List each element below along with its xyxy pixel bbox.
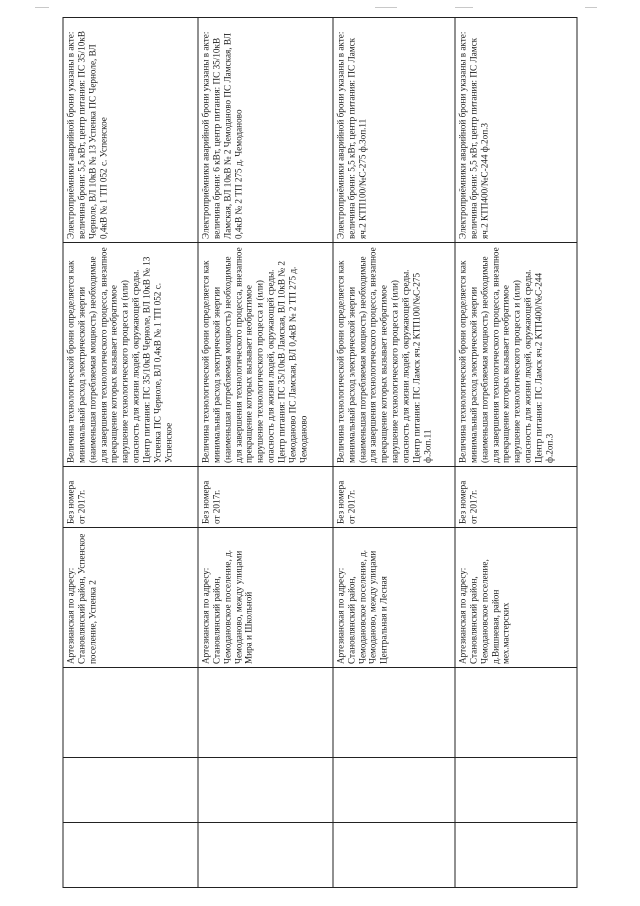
empty-cell [63, 668, 198, 758]
tech-reserve-cell: Величина технологической брони определяется как минимальный расход электрической энергии (наименьшая потребляемая мощность) необходимые для завершения технологического процесса, внезапное прекращение которых вызывает необратимое нарушение технологического процесса и (или) опасность для жизни людей, окружающей среды. Центр питания: ПС 35/10кВ Ламская, ВЛ 10кВ № 2 Чемоданово ПС Ламская, ВЛ 0,4кВ № 2 ТП 275 д. Чемоданово [198, 243, 333, 467]
object-address-cell: Артезианская по адресу: Становлянский район, Успенское поселение, Успенка 2 [63, 528, 198, 668]
empty-cell [455, 668, 577, 758]
empty-cell [455, 823, 577, 888]
emergency-reserve-cell: Электроприёмники аварийной брони указаны в акте: величина брони: 5,5 кВт, центр питания: ПС 35/10кВ Черноле, ВЛ 10кВ № 13 Успенка ПС Черноле, ВЛ 0,4кВ № 1 ТП 052 с. Успенское [63, 18, 198, 243]
act-number-cell: Без номера от 2017г. [63, 467, 198, 528]
scan-speck [585, 7, 597, 8]
object-address-cell: Артезианская по адресу: Становлянский район, Чемодановское поселение, д. Чемоданово, между улицами Мира и Школьной [198, 528, 333, 668]
empty-cell [198, 823, 333, 888]
empty-cell [333, 668, 455, 758]
table-row [455, 18, 577, 888]
empty-cell [333, 758, 455, 823]
empty-cell [333, 823, 455, 888]
empty-cell [198, 668, 333, 758]
empty-cell [63, 758, 198, 823]
object-address-cell: Артезианская по адресу: Становлянский район, Чемодановское поселение, д. Чемоданово, между улицами Центральная и Лесная [333, 528, 455, 668]
object-address-cell: Артезианская по адресу: Становлянский район, Чемодановское поселение, д.Вишневая, район мех.мастерских [455, 528, 577, 668]
act-number-cell: Без номера от 2017г. [198, 467, 333, 528]
empty-cell [455, 758, 577, 823]
rotated-table-holder [63, 18, 578, 888]
act-number-cell: Без номера от 2017г. [455, 467, 577, 528]
tech-reserve-cell: Величина технологической брони определяется как минимальный расход электрической энергии (наименьшая потребляемая мощность) необходимые для завершения технологического процесса, внезапное прекращение которых вызывает необратимое нарушение технологического процесса и (или) опасность для жизни людей, окружающей среды. Центр питания: ПС 35/10кВ Черноле, ВЛ 10кВ № 13 Успенка ПС Черноле, ВЛ 0,4кВ № 1 ТП 052 с. Успенское [63, 243, 198, 467]
scan-speck [35, 7, 49, 8]
table-row [333, 18, 455, 888]
emergency-reserve-cell: Электроприёмники аварийной брони указаны в акте: величина брони: 5,5 кВт, центр питания: ПС Ламск яч.2 КТП100/№С-275 ф.3оп.11 [333, 18, 455, 243]
table-row [198, 18, 333, 888]
tech-reserve-cell: Величина технологической брони определяется как минимальный расход электрической энергии (наименьшая потребляемая мощность) необходимые для завершения технологического процесса, внезапное прекращение которых вызывает необратимое нарушение технологического процесса и (или) опасность для жизни людей, окружающей среды. Центр питания: ПС Ламск яч.2 КТП400/№С-244 ф.2оп.3 [455, 243, 577, 467]
empty-cell [63, 823, 198, 888]
scan-speck [455, 7, 473, 8]
reservation-table [63, 17, 578, 888]
tech-reserve-cell: Величина технологической брони определяется как минимальный расход электрической энергии (наименьшая потребляемая мощность) необходимые для завершения технологического процесса, внезапное прекращение которых вызывает необратимое нарушение технологического процесса и (или) опасность для жизни людей, окружающей среды. Центр питания: ПС Ламск яч.2 КТП100/№С-275 ф.3оп.11 [333, 243, 455, 467]
scan-speck [375, 7, 397, 8]
empty-cell [198, 758, 333, 823]
table-row [63, 18, 198, 888]
act-number-cell: Без номера от 2017г. [333, 467, 455, 528]
emergency-reserve-cell: Электроприёмники аварийной брони указаны в акте: величина брони: 5,5 кВт, центр питания: ПС Ламск яч.2 КТП400/№С-244 ф.2оп.3 [455, 18, 577, 243]
emergency-reserve-cell: Электроприёмники аварийной брони указаны в акте: величина брони: 6 кВт, центр питания: ПС 35/10кВ Ламская, ВЛ 10кВ № 2 Чемоданово ПС Ламская, ВЛ 0,4кВ № 2 ТП 275 д. Чемоданово [198, 18, 333, 243]
